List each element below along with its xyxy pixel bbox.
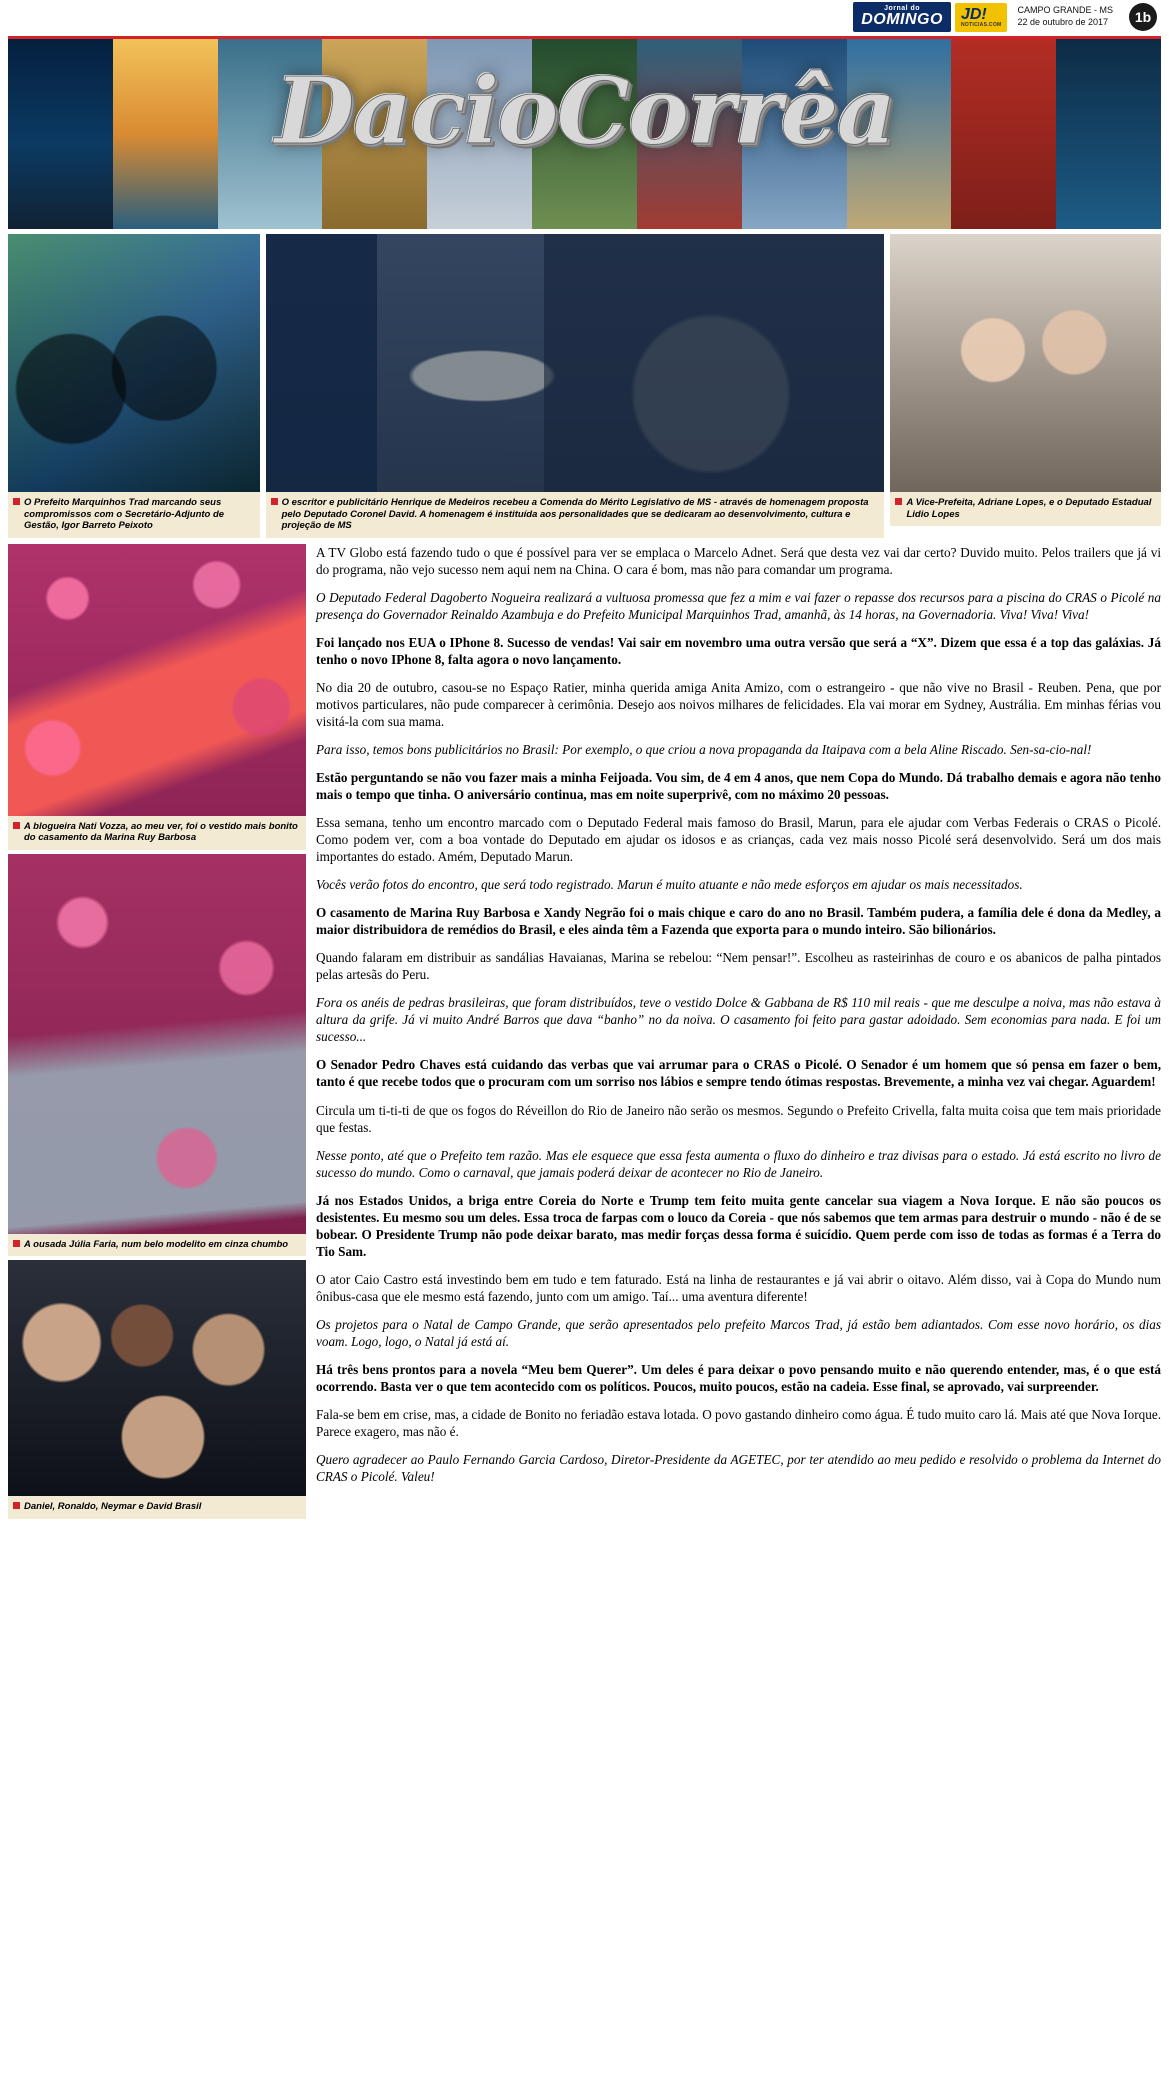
masthead-title: DacioCorrêa	[274, 57, 895, 165]
jornal-do-domingo-logo	[853, 2, 951, 32]
article-paragraph: Estão perguntando se não vou fazer mais a minha Feijoada. Vou sim, de 4 em 4 anos, que nem Copa do Mundo. Dá trabalho demais e agora não tenho mais o tempo que tinha. O aniversário continua, mas em noite superprivê, com no máximo 20 pessoas.	[316, 770, 1161, 803]
jd-noticias-logo	[955, 3, 1008, 32]
article-paragraph: Fora os anéis de pedras brasileiras, que foram distribuídos, teve o vestido Dolce & Gabbana de R$ 110 mil reais - que me desculpe a noiva, mas não estava à altura da grife. Já vi muito André Barros que dava “banho” no da noiva. O casamento foi feito para gastar adoidado. Sem economias para nada. E foi um sucesso...	[316, 995, 1161, 1045]
photo-nati-vozza-caption: A blogueira Nati Vozza, ao meu ver, foi o vestido mais bonito do casamento da Marina Ruy Barbosa	[8, 816, 306, 850]
article-paragraph: Quando falaram em distribuir as sandálias Havaianas, Marina se rebelou: “Nem pensar!”. Escolheu as rasteirinhas de couro e os abanicos de palha pintados pelas artesãs do Peru.	[316, 950, 1161, 983]
jd-mark-sub-text: NOTICIAS.COM	[960, 21, 1002, 28]
article-paragraph: Foi lançado nos EUA o IPhone 8. Sucesso de vendas! Vai sair em novembro uma outra versão que será a “X”. Dizem que essa é a top das galáxias. Já tenho o novo IPhone 8, falta agora o novo lançamento.	[316, 634, 1161, 667]
article-body	[316, 544, 1161, 1523]
photo-marquinhos-trad	[8, 234, 260, 538]
photo-daniel-ronaldo-neymar-david-image	[8, 1260, 306, 1496]
photo-daniel-ronaldo-neymar-david	[8, 1260, 306, 1519]
top-photo-row	[8, 234, 1161, 538]
city-label: CAMPO GRANDE - MS	[1017, 5, 1113, 16]
photo-daniel-ronaldo-neymar-david-caption: Daniel, Ronaldo, Neymar e David Brasil	[8, 1496, 306, 1519]
article-paragraph: O ator Caio Castro está investindo bem em tudo e tem faturado. Está na linha de restaurantes e já vai abrir o oitavo. Além disso, vai à Copa do Mundo num ônibus-casa que ele mesmo está fazendo, junto com um amigo. Taí... uma aventura diferente!	[316, 1271, 1161, 1304]
article-paragraph: Os projetos para o Natal de Campo Grande, que serão apresentados pelo prefeito Marcos Trad, já estão bem adiantados. Com esse novo horário, os dias voam. Logo, logo, o Natal já está aí.	[316, 1316, 1161, 1349]
photo-julia-faria-caption: A ousada Júlia Faria, num belo modelito em cinza chumbo	[8, 1234, 306, 1257]
photo-marquinhos-trad-caption: O Prefeito Marquinhos Trad marcando seus compromissos com o Secretário-Adjunto de Gestão, Igor Barreto Peixoto	[8, 492, 260, 538]
page-number-badge: 1b	[1129, 3, 1157, 31]
article-paragraph: Fala-se bem em crise, mas, a cidade de Bonito no feriadão estava lotada. O povo gastando dinheiro como água. É tudo muito caro lá. Mais até que Nova Iorque. Parece exagero, mas não é.	[316, 1406, 1161, 1439]
date-label: 22 de outubro de 2017	[1017, 17, 1109, 27]
article-paragraph: No dia 20 de outubro, casou-se no Espaço Ratier, minha querida amiga Anita Amizo, com o estrangeiro - que não vive no Brasil - Reuben. Pena, que por motivos particulares, não pude comparecer à cerimônia. Desejo aos noivos milhares de felicidades. Ela vai morar em Sydney, Austrália. Em minhas férias vou visitá-la com sua mama.	[316, 679, 1161, 729]
article-paragraph: Essa semana, tenho um encontro marcado com o Deputado Federal mais famoso do Brasil, Marun, para ele ajudar com Verbas Federais o CRAS o Picolé. Como podem ver, com a boa vontade do Deputado em ajudar os idosos e as crianças, cada vez mais nosso Picolé será desenvolvido. Será um dos mais importantes do estado. Amém, Deputado Marun.	[316, 815, 1161, 865]
photo-nati-vozza-image	[8, 544, 306, 816]
article-paragraph: Vocês verão fotos do encontro, que será todo registrado. Marun é muito atuante e não mede esforços em ajudar os mais necessitados.	[316, 877, 1023, 893]
photo-marquinhos-trad-image	[8, 234, 260, 492]
article-paragraph: Já nos Estados Unidos, a briga entre Coreia do Norte e Trump tem feito muita gente cancelar sua viagem a Nova Iorque. E não são poucos os desistentes. Eu mesmo sou um deles. Essa troca de farpas com o louco da Coreia - que nós sabemos que tem armas para destruir o mundo - não é de se bobear. O Presidente Trump não pode deixar barato, mas medir forças dessa forma é suicídio. Quem perde com isso de todas as formas é a Terra do Tio Sam.	[316, 1192, 1161, 1259]
photo-julia-faria-image	[8, 854, 306, 1234]
article-paragraph: O casamento de Marina Ruy Barbosa e Xandy Negrão foi o mais chique e caro do ano no Brasil. Também pudera, a família dele é dona da Medley, a maior distribuidora de remédios do Brasil, e eles ainda têm a Fazenda que exporta para o mundo inteiro. São bilionários.	[316, 905, 1161, 938]
photo-adriane-lopes-caption: A Vice-Prefeita, Adriane Lopes, e o Deputado Estadual Lidio Lopes	[890, 492, 1161, 526]
brand-big-text: DOMINGO	[861, 11, 943, 28]
photo-sidebar	[8, 544, 306, 1523]
publication-logo	[853, 2, 1007, 32]
article-paragraph: O Deputado Federal Dagoberto Nogueira realizará a vultuosa promessa que fez a mim e vai fazer o repasse dos recursos para a piscina do CRAS o Picolé na presença do Governador Reinaldo Azambuja e do Prefeito Municipal Marquinhos Trad, amanhã, às 14 horas, na Governadoria. Viva! Viva! Viva!	[316, 589, 1161, 622]
dateline	[1017, 5, 1113, 28]
photo-julia-faria	[8, 854, 306, 1257]
jd-mark-text: JD!	[960, 5, 987, 23]
masthead-collage	[8, 39, 1161, 229]
article-paragraph: Há três bens prontos para a novela “Meu bem Querer”. Um deles é para deixar o povo pensando muito e não querendo entender, mas, é o que está ocorrendo. Basta ver o que tem acontecido com os políticos. Poucos, muito poucos, estão na cadeia. Esse final, se aprovado, vai surpreender.	[316, 1361, 1161, 1394]
main-content	[8, 544, 1161, 1523]
article-paragraph: Circula um ti-ti-ti de que os fogos do Réveillon do Rio de Janeiro não serão os mesmos. Segundo o Prefeito Crivella, falta muita coisa que tem mais prioridade que festas.	[316, 1102, 1161, 1135]
photo-adriane-lopes	[890, 234, 1161, 538]
photo-henrique-medeiros	[266, 234, 885, 538]
article-paragraph: Para isso, temos bons publicitários no Brasil: Por exemplo, o que criou a nova propaganda da Itaipava com a bela Aline Riscado. Sen-sa-cio-nal!	[316, 742, 1092, 758]
photo-adriane-lopes-image	[890, 234, 1161, 492]
brand-small-text: Jornal do	[884, 5, 921, 12]
article-paragraph: Nesse ponto, até que o Prefeito tem razão. Mas ele esquece que essa festa aumenta o fluxo do dinheiro e traz divisas para o estado. Já está escrito no livro de sucesso do mundo. Como o carnaval, que jamais poderá deixar de acontecer no Rio de Janeiro.	[316, 1147, 1161, 1180]
article-paragraph: A TV Globo está fazendo tudo o que é possível para ver se emplaca o Marcelo Adnet. Será que desta vez vai dar certo? Duvido muito. Pelos trailers que já vi do programa, não vejo sucesso nem aqui nem na China. O cara é bom, mas não para comandar um programa.	[316, 544, 1161, 577]
article-paragraph: Quero agradecer ao Paulo Fernando Garcia Cardoso, Diretor-Presidente da AGETEC, por ter atendido ao meu pedido e resolvido o problema da Internet do CRAS o Picolé. Valeu!	[316, 1452, 1161, 1485]
article-paragraph: O Senador Pedro Chaves está cuidando das verbas que vai arrumar para o CRAS o Picolé. O Senador é um homem que só pensa em fazer o bem, tanto é que recebe todos que o procuram com um sorriso nos lábios e sempre tendo ótimas respostas. Brevemente, a minha vez vai chegar. Aguardem!	[316, 1057, 1161, 1090]
page-header	[8, 0, 1161, 34]
photo-nati-vozza	[8, 544, 306, 850]
photo-henrique-medeiros-image	[266, 234, 885, 492]
photo-henrique-medeiros-caption: O escritor e publicitário Henrique de Medeiros recebeu a Comenda do Mérito Legislativo de MS - através de homenagem proposta pelo Deputado Coronel David. A homenagem é instituída aos personalidades que se dedicaram ao desenvolvimento, cultura e projeção de MS	[266, 492, 885, 538]
